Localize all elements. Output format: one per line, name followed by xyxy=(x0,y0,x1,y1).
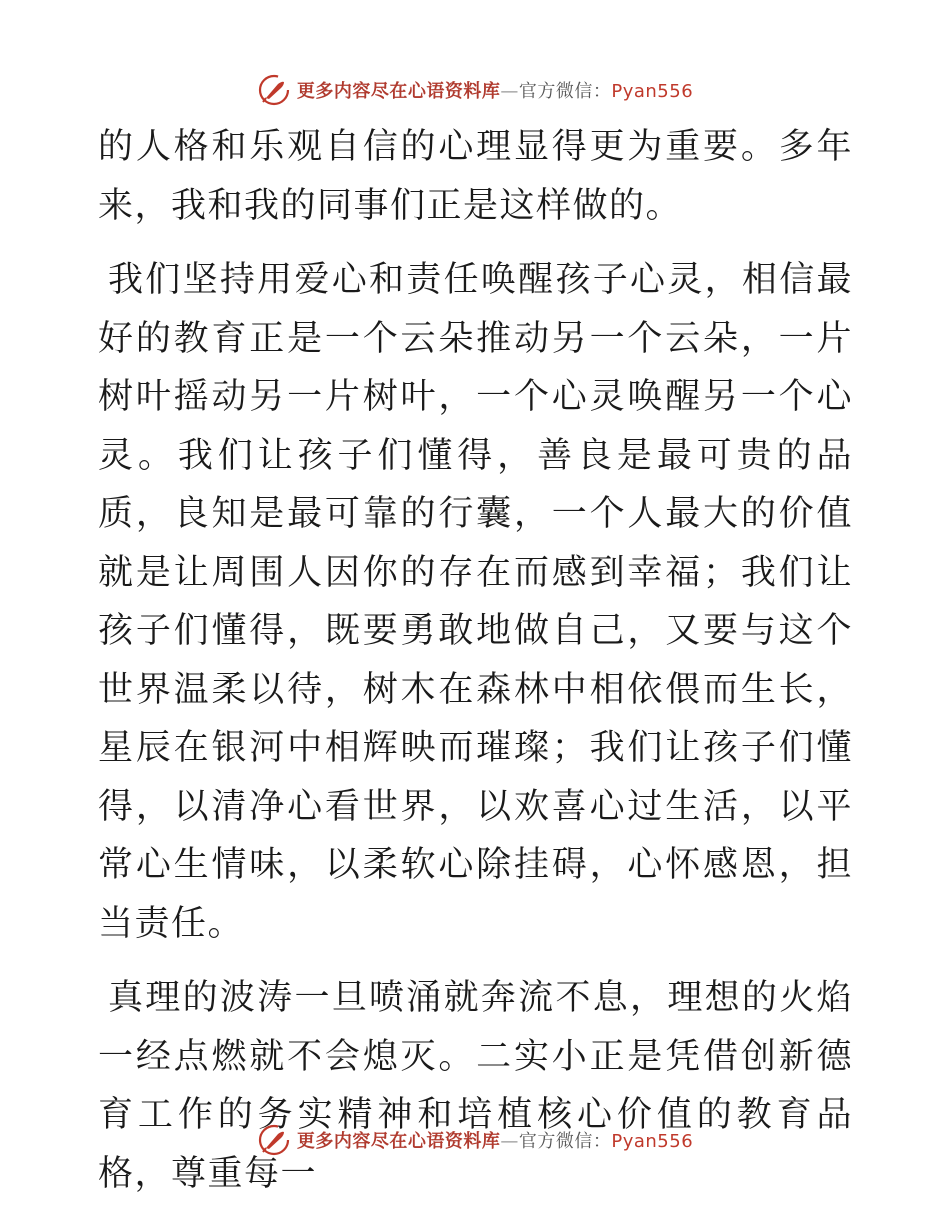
watermark-brand: 更多内容尽在心语资料库 xyxy=(296,81,501,102)
quill-pen-circle-icon xyxy=(257,1123,291,1157)
watermark-wechat-id: Pyan556 xyxy=(611,81,694,102)
header-watermark xyxy=(0,70,950,110)
paragraph-1: 的人格和乐观自信的心理显得更为重要。多年来，我和我的同事们正是这样做的。 xyxy=(98,127,853,226)
footer-watermark xyxy=(0,1120,950,1160)
watermark-text xyxy=(297,1127,693,1153)
watermark-wechat-id: Pyan556 xyxy=(611,1131,694,1152)
document-body xyxy=(98,118,853,1203)
watermark-label: 官方微信： xyxy=(518,1131,612,1152)
watermark-brand: 更多内容尽在心语资料库 xyxy=(296,1131,501,1152)
watermark-label: 官方微信： xyxy=(518,81,612,102)
paragraph-2: 我们坚持用爱心和责任唤醒孩子心灵，相信最好的教育正是一个云朵推动另一个云朵，一片树叶摇动另一片树叶，一个心灵唤醒另一个心灵。我们让孩子们懂得，善良是最可贵的品质，良知是最可靠的行囊，一个人最大的价值就是让周围人因你的存在而感到幸福；我们让孩子们懂得，既要勇敢地做自己，又要与这个世界温柔以待，树木在森林中相依偎而生长，星辰在银河中相辉映而璀璨；我们让孩子们懂得，以清净心看世界，以欢喜心过生活，以平常心生情味，以柔软心除挂碍，心怀感恩，担当责任。 xyxy=(98,260,853,944)
watermark-separator: — xyxy=(500,1131,519,1152)
quill-pen-circle-icon xyxy=(257,73,291,107)
watermark-separator: — xyxy=(500,81,519,102)
paragraph-3: 真理的波涛一旦喷涌就奔流不息，理想的火焰一经点燃就不会熄灭。二实小正是凭借创新德育工作的务实精神和培植核心价值的教育品格，尊重每一 xyxy=(98,978,853,1194)
watermark-text xyxy=(297,77,693,103)
